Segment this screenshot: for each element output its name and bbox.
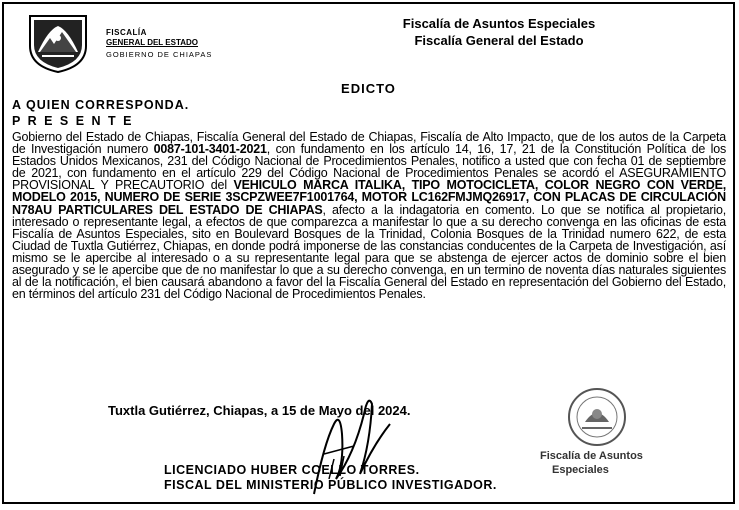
document-title: EDICTO [341,81,396,96]
institution-line-2: GENERAL DEL ESTADO [106,38,199,47]
salutation-line-2: P R E S E N T E [12,114,134,128]
body-paragraph-part-2: , con fundamento en los artículo 14, 16, 17, 21 de la Constitución Política de los Estados Unidos Mexicanos, 231 del Código Nacional de Procedimientos Penales, notifico a usted que con fecha 01 de septiembre de 2021, con fundamento en el artículo 229 del Código Nacional de Procedimientos Penales se acordó el ASEGURAMIENTO PROVISIONAL Y PRECAUTORIO del [12,142,726,193]
case-number: 0087-101-3401-2021 [153,142,267,157]
place-and-date: Tuxtla Gutiérrez, Chiapas, a 15 de Mayo del 2024. [108,403,411,418]
edict-body [12,131,726,300]
body-paragraph-part-1: Gobierno del Estado de Chiapas, Fiscalía General del Estado de Chiapas, Fiscalía de Alto Impacto, que de los autos de la Carpeta de Investigación numero [12,130,726,157]
header-line-1: Fiscalía de Asuntos Especiales [402,16,596,31]
salutation-line-1: A QUIEN CORRESPONDA. [12,98,190,112]
header-line-2: Fiscalía General del Estado [414,33,584,48]
body-paragraph-part-3: , afecto a la indagatoria en comento. Lo que se notifica al propietario, interesado o representante legal, a efectos de que comparezca a manifestar lo que a su derecho convenga en las oficinas de esta Fiscalía de Asuntos Especiales, sito en Boulevard Bosques de la Trinidad, Colonia Bosques de la Trinidad numero 622, de esta Ciudad de Tuxtla Gutiérrez, Chiapas, en donde podrá imponerse de las constancias conducentes de la Carpeta de Investigación, así mismo se le apercibe al interesado o a su representante legal para que se abstenga de ejercer actos de dominio sobre el bien asegurado y se le apercibe que de no manifestar lo que a su derecho convenga, en un termino de noventa días naturales siguientes al de la notificación, el bien causará abandono a favor del la Fiscalía General del Estado en representación del Gobierno del Estado, en términos del artículo 231 del Código Nacional de Procedimientos Penales. [12,202,726,302]
institution-name [106,28,212,60]
signatory-title: FISCAL DEL MINISTERIO PÚBLICO INVESTIGADOR. [164,478,497,492]
seal-text-line-1: Fiscalía de Asuntos [540,450,643,462]
seal-text-line-2: Especiales [552,464,609,476]
official-seal [552,386,642,448]
vehicle-description: VEHICULO MARCA ITALIKA, TIPO MOTOCICLETA, COLOR NEGRO CON VERDE, MODELO 2015, NUMERO DE SERIE 3SCPZWEE7F1001764, MOTOR LC162FMJMQ26917, CON PLACAS DE CIRCULACIÓN N78AU PARTICULARES DEL ESTADO DE CHIAPAS [12,178,726,217]
chiapas-coat-of-arms-logo [24,12,92,74]
institution-line-3: GOBIERNO DE CHIAPAS [106,50,213,59]
signatory-name: LICENCIADO HUBER COELLO TORRES. [164,463,420,477]
edict-page [2,2,735,504]
institution-line-1: FISCALÍA [106,28,147,37]
